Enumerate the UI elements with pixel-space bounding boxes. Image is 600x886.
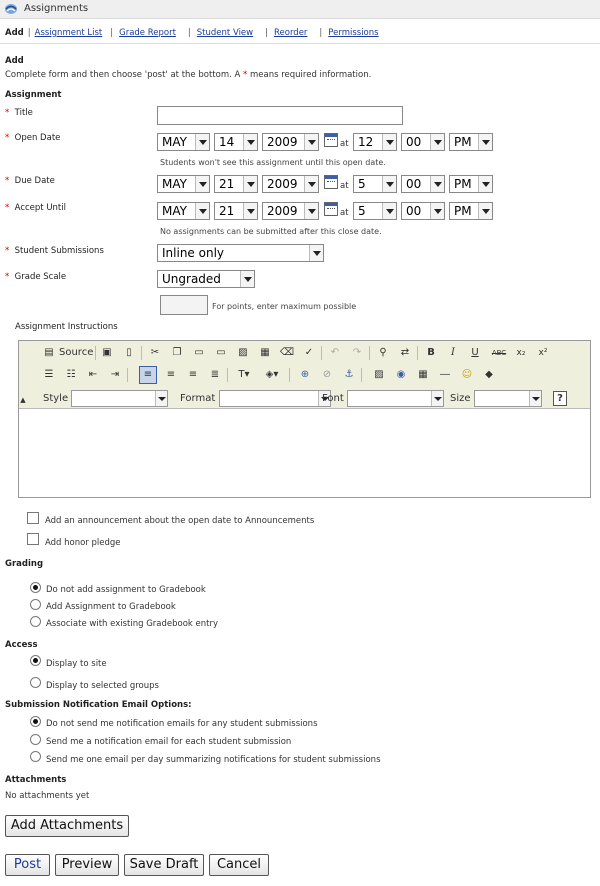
background-color-icon[interactable]: ◈▾ bbox=[265, 369, 279, 380]
find-icon[interactable]: ⚲ bbox=[379, 347, 387, 358]
font-label: Font bbox=[322, 393, 344, 404]
accept-at-label: at bbox=[340, 208, 349, 218]
bulleted-list-icon[interactable]: ☷ bbox=[66, 369, 76, 380]
grading-radio-associate[interactable] bbox=[30, 616, 41, 627]
italic-button[interactable]: I bbox=[451, 347, 455, 358]
unlink-icon[interactable]: ⊘ bbox=[322, 369, 332, 380]
post-button[interactable]: Post bbox=[5, 854, 50, 876]
due-hour-select[interactable]: 5 bbox=[353, 175, 397, 193]
align-left-icon[interactable]: ≡ bbox=[139, 366, 157, 384]
toolbar-separator bbox=[417, 346, 418, 360]
open-ampm-select[interactable]: PM bbox=[449, 133, 493, 151]
smiley-icon[interactable]: ☺ bbox=[461, 369, 473, 380]
announcement-label: Add an announcement about the open date to Announcements bbox=[45, 516, 315, 526]
copy-icon[interactable]: ❐ bbox=[172, 347, 182, 358]
align-center-icon[interactable]: ≡ bbox=[166, 369, 176, 380]
grading-option-associate: Associate with existing Gradebook entry bbox=[46, 619, 219, 629]
add-attachments-button[interactable]: Add Attachments bbox=[5, 815, 129, 837]
toolbar-separator bbox=[321, 346, 322, 360]
align-right-icon[interactable]: ≡ bbox=[188, 369, 198, 380]
nav-student-view[interactable]: Student View bbox=[196, 28, 254, 38]
paste-word-icon[interactable]: ▨ bbox=[238, 347, 248, 358]
rich-text-editor bbox=[18, 340, 591, 498]
accept-until-label: * Accept Until bbox=[5, 203, 66, 213]
flash-icon[interactable]: ◉ bbox=[396, 369, 406, 380]
due-date-calendar-icon[interactable] bbox=[324, 175, 338, 189]
grading-option-none: Do not add assignment to Gradebook bbox=[46, 585, 206, 595]
open-month-select[interactable]: MAY bbox=[157, 133, 210, 151]
open-hour-select[interactable]: 12 bbox=[353, 133, 397, 151]
student-submissions-select[interactable]: Inline only bbox=[157, 244, 324, 262]
form-instructions: Complete form and then choose 'post' at the bottom. A * means required information. bbox=[5, 70, 372, 80]
anchor-icon[interactable]: ⚓ bbox=[344, 369, 354, 380]
link-icon[interactable]: ⊕ bbox=[300, 369, 310, 380]
notify-option-each: Send me a notification email for each student submission bbox=[46, 737, 292, 747]
nav-permissions[interactable]: Permissions bbox=[328, 28, 379, 38]
spellcheck-icon[interactable]: ✓ bbox=[304, 347, 314, 358]
announcement-checkbox[interactable] bbox=[27, 512, 39, 524]
attachments-section-title: Attachments bbox=[5, 775, 67, 785]
style-label: Style bbox=[43, 393, 69, 404]
grading-section-title: Grading bbox=[5, 559, 44, 569]
cancel-button[interactable]: Cancel bbox=[209, 854, 269, 876]
justify-icon[interactable]: ≣ bbox=[210, 369, 220, 380]
grade-scale-label: * Grade Scale bbox=[5, 272, 67, 282]
access-option-groups: Display to selected groups bbox=[46, 681, 159, 691]
due-year-select[interactable]: 2009 bbox=[262, 175, 319, 193]
grading-radio-none[interactable] bbox=[30, 582, 41, 593]
redo-icon[interactable]: ↷ bbox=[352, 347, 362, 358]
title-label: * Title bbox=[5, 108, 33, 118]
remove-format-icon[interactable]: ⌫ bbox=[279, 347, 295, 358]
nav-current: Add bbox=[5, 28, 24, 38]
accept-ampm-select[interactable]: PM bbox=[449, 202, 493, 220]
image-icon[interactable]: ▨ bbox=[374, 369, 384, 380]
accept-month-select[interactable]: MAY bbox=[157, 202, 210, 220]
honor-pledge-checkbox[interactable] bbox=[27, 533, 39, 545]
access-radio-site[interactable] bbox=[30, 655, 41, 666]
special-char-icon[interactable]: ◆ bbox=[485, 369, 493, 380]
size-dropdown[interactable] bbox=[474, 390, 542, 407]
due-ampm-select[interactable]: PM bbox=[449, 175, 493, 193]
grading-option-add: Add Assignment to Gradebook bbox=[46, 602, 176, 612]
due-minute-select[interactable]: 00 bbox=[401, 175, 445, 193]
open-at-label: at bbox=[340, 139, 349, 149]
toolbar-separator bbox=[127, 368, 128, 382]
title-bar bbox=[0, 0, 600, 19]
preview-button[interactable]: Preview bbox=[55, 854, 119, 876]
toolbar-separator bbox=[361, 368, 362, 382]
notify-radio-each[interactable] bbox=[30, 734, 41, 745]
collapse-toolbar-icon[interactable]: ▲ bbox=[20, 396, 26, 404]
points-note: For points, enter maximum possible bbox=[212, 302, 357, 311]
access-radio-groups[interactable] bbox=[30, 677, 41, 688]
toolbar-separator bbox=[289, 368, 290, 382]
accept-date-calendar-icon[interactable] bbox=[324, 202, 338, 216]
instructions-label: Assignment Instructions bbox=[15, 322, 118, 332]
select-all-icon[interactable]: ▦ bbox=[260, 347, 270, 358]
tool-nav: Add | Assignment List | Grade Report | Student View | Reorder | Permissions bbox=[5, 28, 379, 38]
help-button[interactable]: ? bbox=[553, 391, 567, 406]
toolbar-separator bbox=[95, 346, 96, 360]
notify-option-daily: Send me one email per day summarizing notifications for student submissions bbox=[46, 755, 381, 765]
font-dropdown[interactable] bbox=[347, 390, 444, 407]
indent-icon[interactable]: ⇥ bbox=[110, 369, 120, 380]
due-month-select[interactable]: MAY bbox=[157, 175, 210, 193]
save-draft-button[interactable]: Save Draft bbox=[124, 854, 204, 876]
accept-until-note: No assignments can be submitted after this close date. bbox=[160, 227, 382, 236]
format-label: Format bbox=[180, 393, 216, 404]
access-section-title: Access bbox=[5, 640, 38, 650]
due-date-label: * Due Date bbox=[5, 176, 55, 186]
table-icon[interactable]: ▦ bbox=[418, 369, 428, 380]
editor-content-area[interactable] bbox=[19, 410, 590, 497]
open-day-select[interactable]: 14 bbox=[214, 133, 258, 151]
style-dropdown[interactable] bbox=[71, 390, 168, 407]
access-option-site: Display to site bbox=[46, 659, 107, 669]
due-at-label: at bbox=[340, 181, 349, 191]
open-minute-select[interactable]: 00 bbox=[401, 133, 445, 151]
undo-icon[interactable]: ↶ bbox=[330, 347, 340, 358]
format-dropdown[interactable] bbox=[219, 390, 331, 407]
save-icon[interactable]: ▣ bbox=[102, 347, 112, 358]
numbered-list-icon[interactable]: ☰ bbox=[44, 369, 54, 380]
editor-toolbar bbox=[19, 341, 590, 409]
open-date-label: * Open Date bbox=[5, 133, 61, 143]
outdent-icon[interactable]: ⇤ bbox=[88, 369, 98, 380]
nav-grade-report[interactable]: Grade Report bbox=[119, 28, 176, 38]
subscript-button[interactable]: x₂ bbox=[516, 348, 526, 358]
toolbar-separator bbox=[227, 368, 228, 382]
source-button[interactable]: Source bbox=[59, 347, 94, 358]
due-day-select[interactable]: 21 bbox=[214, 175, 258, 193]
accept-minute-select[interactable]: 00 bbox=[401, 202, 445, 220]
grading-radio-add[interactable] bbox=[30, 599, 41, 610]
accept-year-select[interactable]: 2009 bbox=[262, 202, 319, 220]
horizontal-rule-icon[interactable]: ― bbox=[440, 369, 450, 380]
source-icon[interactable]: ▤ bbox=[44, 347, 54, 358]
notify-radio-daily[interactable] bbox=[30, 751, 41, 762]
new-page-icon[interactable]: ▯ bbox=[126, 347, 132, 358]
accept-day-select[interactable]: 21 bbox=[214, 202, 258, 220]
notify-radio-none[interactable] bbox=[30, 716, 41, 727]
page-heading: Add bbox=[5, 56, 24, 66]
text-color-icon[interactable]: T▾ bbox=[238, 369, 250, 380]
toolbar-separator bbox=[141, 346, 142, 360]
cut-icon[interactable]: ✂ bbox=[150, 347, 160, 358]
open-date-note: Students won't see this assignment until this open date. bbox=[160, 158, 386, 167]
open-date-calendar-icon[interactable] bbox=[324, 133, 338, 147]
nav-reorder[interactable]: Reorder bbox=[274, 28, 308, 38]
max-points-input[interactable] bbox=[160, 295, 208, 315]
open-year-select[interactable]: 2009 bbox=[262, 133, 319, 151]
accept-hour-select[interactable]: 5 bbox=[353, 202, 397, 220]
toolbar-separator bbox=[369, 346, 370, 360]
paste-text-icon[interactable]: ▭ bbox=[216, 347, 226, 358]
nav-assignment-list[interactable]: Assignment List bbox=[34, 28, 103, 38]
assignment-section-title: Assignment bbox=[5, 90, 62, 100]
strikethrough-button[interactable]: ABC bbox=[491, 349, 507, 357]
assignments-icon bbox=[4, 3, 18, 15]
bold-button[interactable]: B bbox=[427, 347, 435, 358]
title-input[interactable] bbox=[157, 106, 403, 125]
notification-section-title: Submission Notification Email Options: bbox=[5, 700, 192, 710]
superscript-button[interactable]: x² bbox=[538, 348, 548, 358]
student-submissions-label: * Student Submissions bbox=[5, 246, 104, 256]
window-title: Assignments bbox=[24, 3, 89, 14]
paste-icon[interactable]: ▭ bbox=[194, 347, 204, 358]
honor-pledge-label: Add honor pledge bbox=[45, 538, 121, 548]
size-label: Size bbox=[450, 393, 471, 404]
nav-divider bbox=[0, 43, 600, 44]
attachments-status: No attachments yet bbox=[5, 791, 90, 801]
notify-option-none: Do not send me notification emails for any student submissions bbox=[46, 719, 318, 729]
underline-button[interactable]: U bbox=[471, 347, 479, 358]
replace-icon[interactable]: ⇄ bbox=[400, 347, 410, 358]
grade-scale-select[interactable]: Ungraded bbox=[157, 270, 255, 288]
